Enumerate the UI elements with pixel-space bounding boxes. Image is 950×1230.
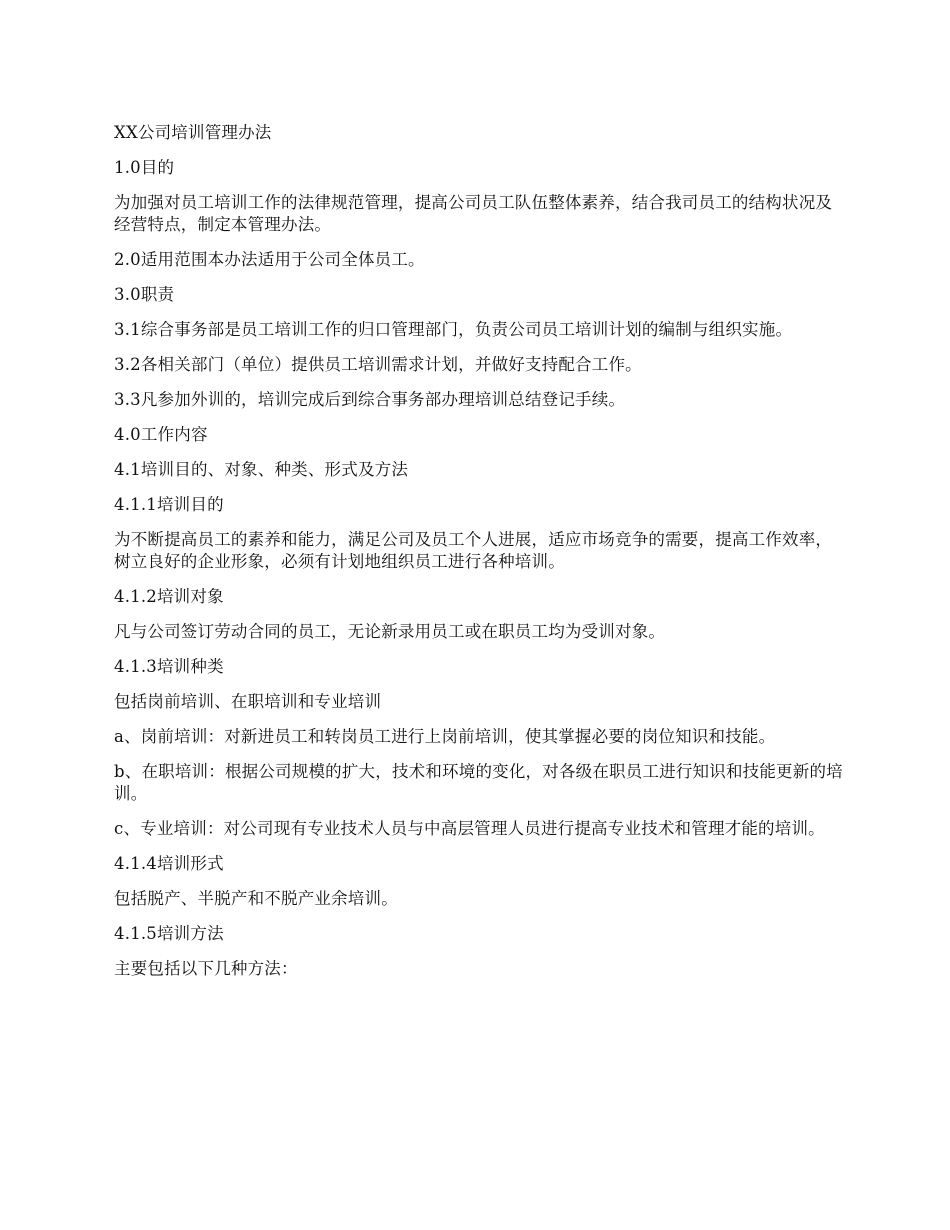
section-heading-purpose: 1.0目的 — [114, 158, 175, 177]
list-item-professional-training: c、专业培训：对公司现有专业技术人员与中高层管理人员进行提高专业技术和管理才能的培训。 — [114, 819, 825, 838]
paragraph-training-forms: 包括脱产、半脱产和不脱产业余培训。 — [114, 889, 398, 908]
subsection-heading-4-1-4: 4.1.4培训形式 — [114, 854, 224, 873]
subsection-heading-4-1-1: 4.1.1培训目的 — [114, 495, 224, 514]
paragraph-training-methods: 主要包括以下几种方法： — [114, 959, 298, 978]
paragraph-duty-3-2: 3.2各相关部门（单位）提供员工培训需求计划，并做好支持配合工作。 — [114, 355, 642, 374]
subsection-heading-4-1-3: 4.1.3培训种类 — [114, 657, 224, 676]
subsection-heading-4-1: 4.1培训目的、对象、种类、形式及方法 — [114, 460, 409, 479]
document-body — [114, 122, 844, 993]
paragraph-purpose: 为加强对员工培训工作的法律规范管理，提高公司员工队伍整体素养，结合我司员工的结构状况及经营特点，制定本管理办法。 — [114, 193, 833, 234]
list-item-on-job-training: b、在职培训：根据公司规模的扩大，技术和环境的变化，对各级在职员工进行知识和技能更新的培训。 — [114, 762, 843, 803]
section-heading-work-content: 4.0工作内容 — [114, 425, 208, 444]
paragraph-training-types: 包括岗前培训、在职培训和专业培训 — [114, 692, 382, 711]
paragraph-duty-3-1: 3.1综合事务部是员工培训工作的归口管理部门，负责公司员工培训计划的编制与组织实施。 — [114, 320, 793, 339]
paragraph-duty-3-3: 3.3凡参加外训的，培训完成后到综合事务部办理培训总结登记手续。 — [114, 390, 626, 409]
list-item-pre-job-training: a、岗前培训：对新进员工和转岗员工进行上岗前培训，使其掌握必要的岗位知识和技能。 — [114, 727, 776, 746]
document-title: XX公司培训管理办法 — [114, 123, 272, 142]
paragraph-training-target: 凡与公司签订劳动合同的员工，无论新录用员工或在职员工均为受训对象。 — [114, 622, 666, 641]
subsection-heading-4-1-2: 4.1.2培训对象 — [114, 587, 224, 606]
subsection-heading-4-1-5: 4.1.5培训方法 — [114, 924, 224, 943]
paragraph-training-purpose: 为不断提高员工的素养和能力，满足公司及员工个人进展，适应市场竞争的需要，提高工作效率，树立良好的企业形象，必须有计划地组织员工进行各种培训。 — [114, 530, 833, 571]
section-heading-duties: 3.0职责 — [114, 285, 175, 304]
section-scope: 2.0适用范围本办法适用于公司全体员工。 — [114, 250, 425, 269]
